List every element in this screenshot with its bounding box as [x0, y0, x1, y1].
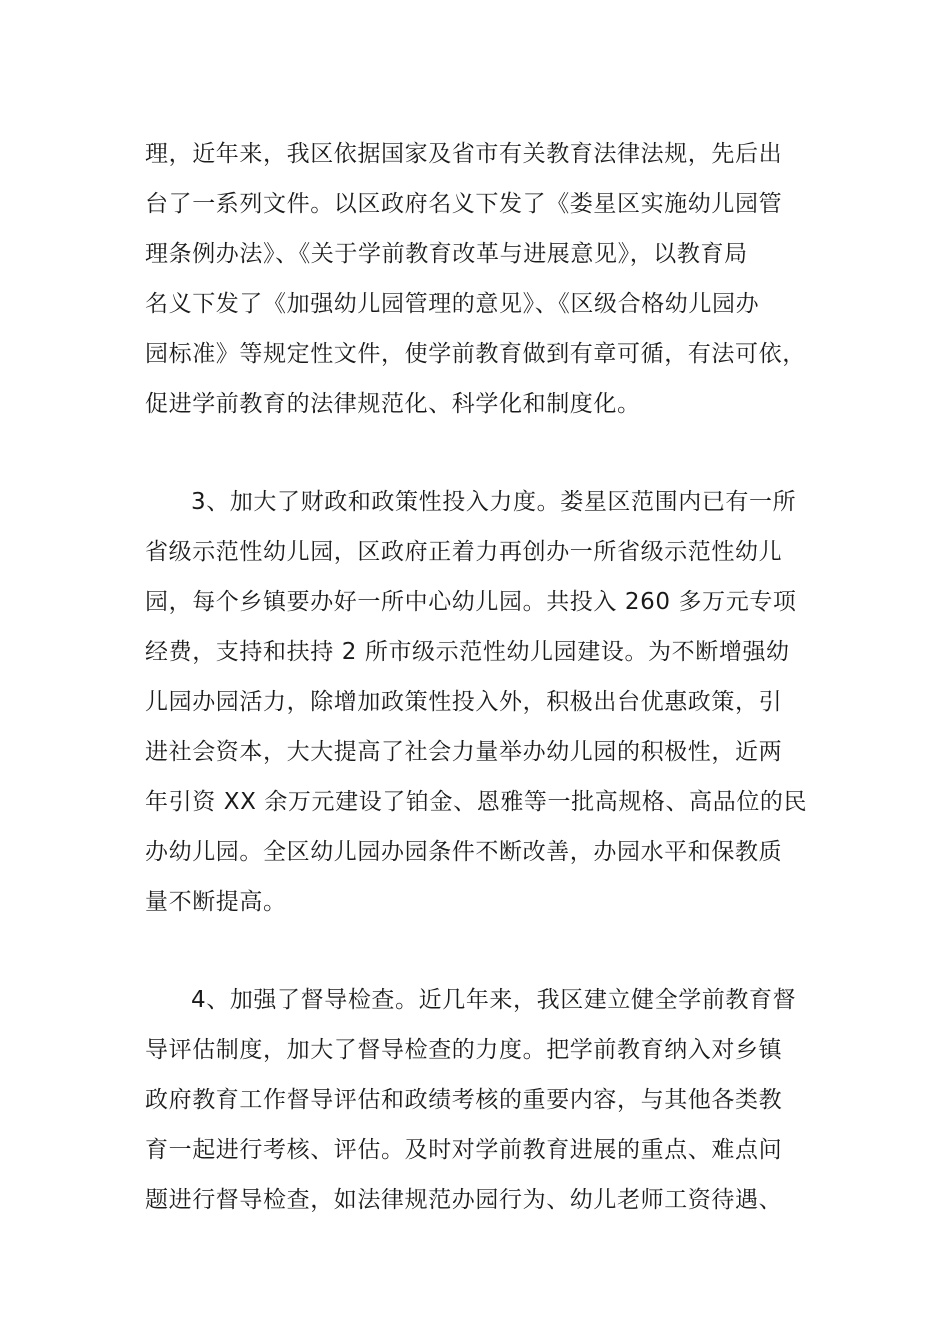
- text-line: 园标准》等规定性文件，使学前教育做到有章可循，有法可依，: [145, 341, 806, 367]
- text-line: 量不断提高。: [145, 889, 287, 915]
- text-line: 台了一系列文件。以区政府名义下发了《娄星区实施幼儿园管: [145, 191, 783, 217]
- text-line: 省级示范性幼儿园，区政府正着力再创办一所省级示范性幼儿: [145, 539, 783, 565]
- text-line: 经费，支持和扶持 2 所市级示范性幼儿园建设。为不断增强幼: [145, 639, 790, 665]
- text-line: 育一起进行考核、评估。及时对学前教育进展的重点、难点问: [145, 1137, 783, 1163]
- text-line: 年引资 XX 余万元建设了铂金、恩雅等一批高规格、高品位的民: [145, 789, 808, 815]
- paragraph-legal-framework: [145, 129, 815, 429]
- text-line: 3、加大了财政和政策性投入力度。娄星区范围内已有一所: [191, 489, 797, 515]
- text-line: 题进行督导检查，如法律规范办园行为、幼儿老师工资待遇、: [145, 1187, 783, 1213]
- text-line: 导评估制度，加大了督导检查的力度。把学前教育纳入对乡镇: [145, 1037, 783, 1063]
- text-line: 促进学前教育的法律规范化、科学化和制度化。: [145, 391, 641, 417]
- text-line: 政府教育工作督导评估和政绩考核的重要内容，与其他各类教: [145, 1087, 783, 1113]
- text-line: 儿园办园活力，除增加政策性投入外，积极出台优惠政策，引: [145, 689, 783, 715]
- text-line: 园，每个乡镇要办好一所中心幼儿园。共投入 260 多万元专项: [145, 589, 797, 615]
- paragraph-supervision: [145, 975, 815, 1225]
- text-line: 4、加强了督导检查。近几年来，我区建立健全学前教育督: [191, 987, 797, 1013]
- text-line: 办幼儿园。全区幼儿园办园条件不断改善，办园水平和保教质: [145, 839, 783, 865]
- text-line: 理条例办法》、《关于学前教育改革与进展意见》，以教育局: [145, 241, 748, 267]
- text-line: 名义下发了《加强幼儿园管理的意见》、《区级合格幼儿园办: [145, 291, 760, 317]
- paragraph-financial-investment: [145, 477, 815, 927]
- text-line: 理，近年来，我区依据国家及省市有关教育法律法规，先后出: [145, 141, 783, 167]
- text-line: 进社会资本，大大提高了社会力量举办幼儿园的积极性，近两: [145, 739, 783, 765]
